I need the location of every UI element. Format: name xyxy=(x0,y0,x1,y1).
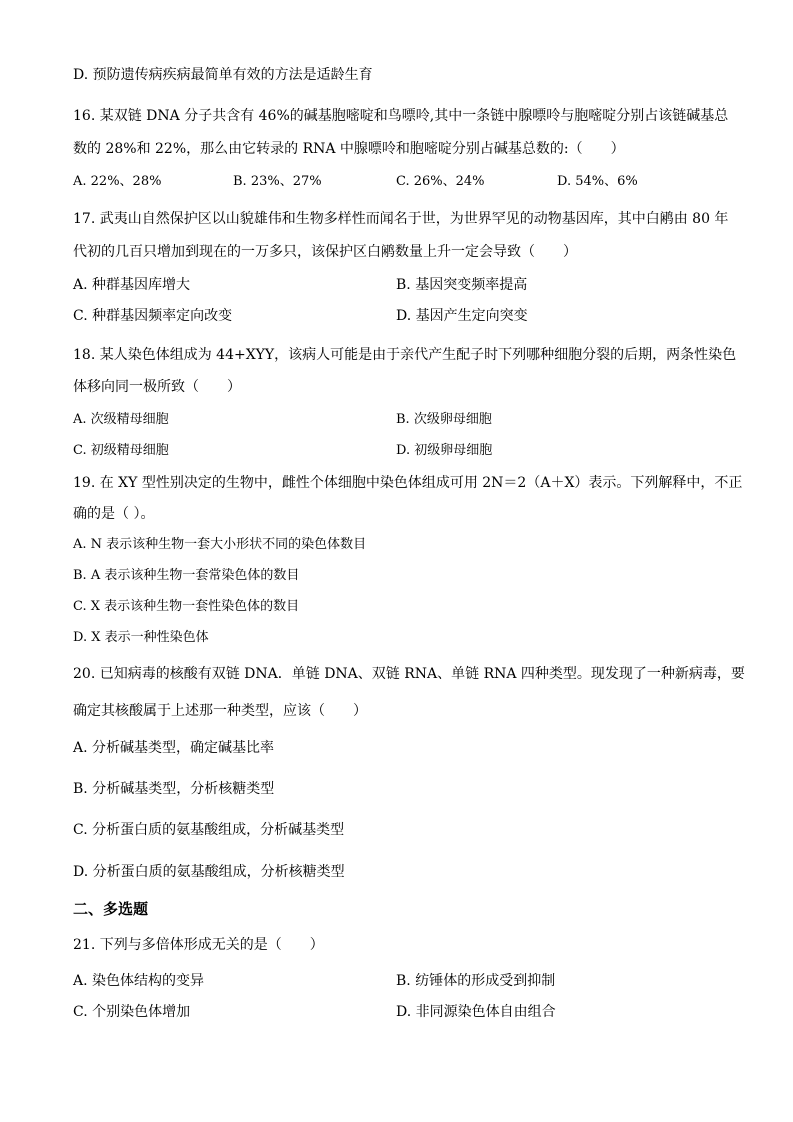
q16-option-a[interactable]: A. 22%、28% xyxy=(73,174,162,189)
q19-stem-line2: 确的是（ ）。 xyxy=(73,506,155,522)
q18-stem-line1: 18. 某人染色体组成为 44+XYY，该病人可能是由于亲代产生配子时下列哪种细胞分裂的后期，两条性染色 xyxy=(73,347,737,363)
q20-option-c[interactable]: C. 分析蛋白质的氨基酸组成，分析碱基类型 xyxy=(73,822,345,838)
q17-option-a[interactable]: A. 种群基因库增大 xyxy=(73,277,191,293)
q19-stem-line1: 19. 在 XY 型性别决定的生物中，雌性个体细胞中染色体组成可用 2N＝2（A＋X）表示。下列解释中，不正 xyxy=(73,475,743,491)
q21-option-c[interactable]: C. 个别染色体增加 xyxy=(73,1004,191,1020)
q20-stem-line1: 20. 已知病毒的核酸有双链 DNA．单链 DNA、双链 RNA、单链 RNA 四种类型。现发现了一种新病毒，要 xyxy=(73,666,745,682)
q16-stem-line2: 数的 28%和 22%，那么由它转录的 RNA 中腺嘌呤和胞嘧啶分别占碱基总数的:（ ） xyxy=(73,141,625,157)
q17-stem-line1: 17. 武夷山自然保护区以山貌雄伟和生物多样性而闻名于世，为世界罕见的动物基因库，其中白鹇由 80 年 xyxy=(73,211,729,227)
q21-option-d[interactable]: D. 非同源染色体自由组合 xyxy=(396,1004,556,1020)
q18-option-b[interactable]: B. 次级卵母细胞 xyxy=(396,412,492,427)
q19-option-b[interactable]: B. A 表示该种生物一套常染色体的数目 xyxy=(73,568,300,583)
q18-option-d[interactable]: D. 初级卵母细胞 xyxy=(396,443,493,458)
q18-option-a[interactable]: A. 次级精母细胞 xyxy=(73,412,169,427)
q18-stem-line2: 体移向同一极所致（ ） xyxy=(73,379,241,395)
q17-option-c[interactable]: C. 种群基因频率定向改变 xyxy=(73,308,233,324)
q16-option-c[interactable]: C. 26%、24% xyxy=(396,174,485,189)
q19-option-d[interactable]: D. X 表示一种性染色体 xyxy=(73,630,209,645)
q20-stem-line2: 确定其核酸属于上述那一种类型，应该（ ） xyxy=(73,703,367,719)
q19-option-c[interactable]: C. X 表示该种生物一套性染色体的数目 xyxy=(73,599,300,614)
q18-option-c[interactable]: C. 初级精母细胞 xyxy=(73,443,169,458)
q21-option-b[interactable]: B. 纺锤体的形成受到抑制 xyxy=(396,973,556,989)
q17-stem-line2: 代初的几百只增加到现在的一万多只，该保护区白鹇数量上升一定会导致（ ） xyxy=(73,244,577,260)
q20-option-b[interactable]: B. 分析碱基类型，分析核糖类型 xyxy=(73,781,275,797)
q16-option-b[interactable]: B. 23%、27% xyxy=(233,174,322,189)
q21-option-a[interactable]: A. 染色体结构的变异 xyxy=(73,973,205,989)
q17-option-d[interactable]: D. 基因产生定向突变 xyxy=(396,308,528,324)
q20-option-d[interactable]: D. 分析蛋白质的氨基酸组成，分析核糖类型 xyxy=(73,864,345,880)
q16-stem-line1: 16. 某双链 DNA 分子共含有 46%的碱基胞嘧啶和鸟嘌呤,其中一条链中腺嘌呤与胞嘧啶分别占该链碱基总 xyxy=(73,108,729,124)
q20-option-a[interactable]: A. 分析碱基类型，确定碱基比率 xyxy=(73,740,275,756)
q17-option-b[interactable]: B. 基因突变频率提高 xyxy=(396,277,528,293)
q16-option-d[interactable]: D. 54%、6% xyxy=(557,174,638,189)
section-heading-multiple-choice: 二、多选题 xyxy=(73,900,149,918)
q19-option-a[interactable]: A. N 表示该种生物一套大小形状不同的染色体数目 xyxy=(73,537,367,552)
q21-stem-line1: 21. 下列与多倍体形成无关的是（ ） xyxy=(73,937,324,953)
q15-option-d: D. 预防遗传病疾病最简单有效的方法是适龄生育 xyxy=(73,67,373,83)
